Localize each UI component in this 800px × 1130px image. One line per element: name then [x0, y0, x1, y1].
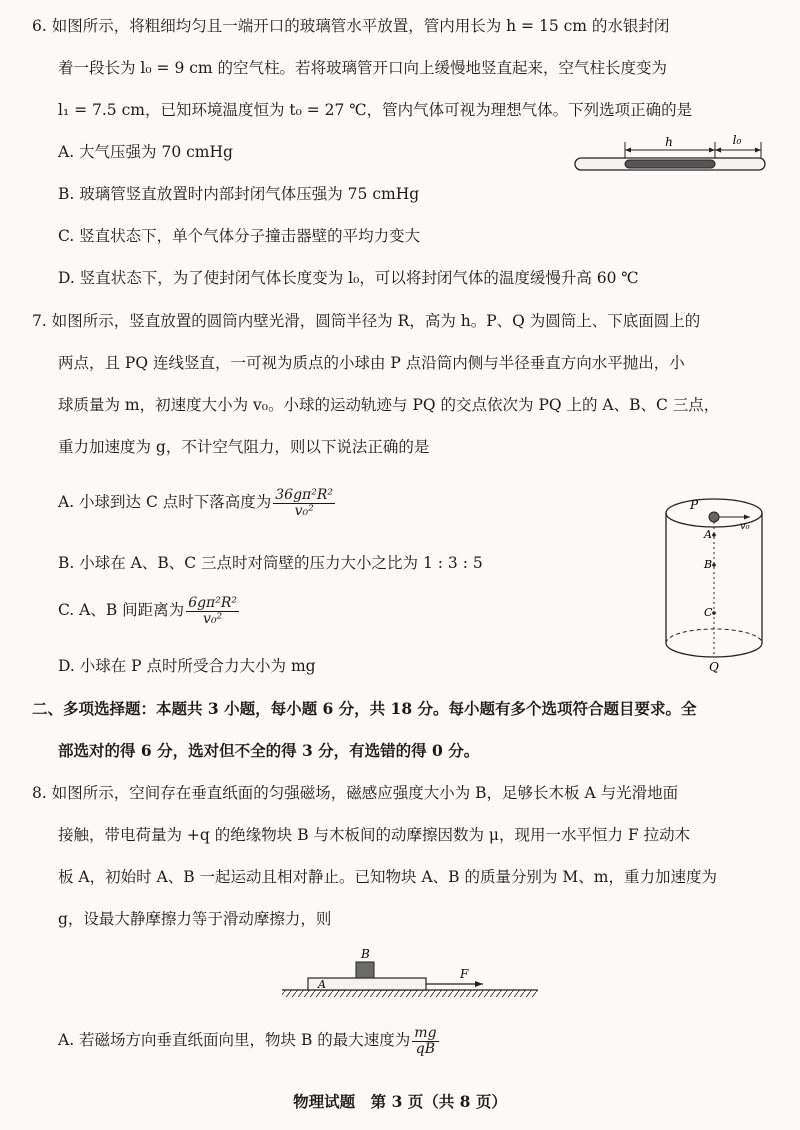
q6-stem-line2: 着一段长为 l₀ = 9 cm 的空气柱。若将玻璃管开口向上缓慢地竖直起来，空气柱长度变为 [58, 59, 668, 77]
q7-option-a-numerator: 36gπ²R² [275, 487, 334, 503]
q7-option-a-text: A. 小球到达 C 点时下落高度为 [58, 493, 272, 512]
q7-cylinder-figure [652, 483, 782, 673]
q7-option-a-fraction [273, 488, 335, 518]
q6-option-a: A. 大气压强为 70 cmHg [58, 143, 233, 161]
q8-board-figure [278, 944, 543, 1000]
q6-tube-figure [565, 132, 775, 180]
q7-option-c-fraction [186, 596, 239, 626]
q8-fig-f-label: F [460, 967, 469, 981]
q7-option-c [58, 596, 239, 626]
q7-fig-q-label: Q [709, 660, 719, 673]
q6-stem-line1: 6. 如图所示，将粗细均匀且一端开口的玻璃管水平放置，管内用长为 h = 15 cm 的水银封闭 [32, 17, 670, 35]
q8-fig-b-label: B [361, 947, 370, 961]
q6-fig-h-label: h [665, 135, 673, 149]
q7-option-c-text: C. A、B 间距离为 [58, 601, 185, 620]
q6-option-c: C. 竖直状态下，单个气体分子撞击器壁的平均力变大 [58, 227, 421, 245]
q8-stem-line2: 接触，带电荷量为 +q 的绝缘物块 B 与木板间的动摩擦因数为 μ，现用一水平恒力 F 拉动木 [58, 826, 691, 844]
section2-heading-line1: 二、多项选择题：本题共 3 小题，每小题 6 分，共 18 分。每小题有多个选项符合题目要求。全 [32, 699, 697, 718]
q8-stem-line4: g，设最大静摩擦力等于滑动摩擦力，则 [58, 910, 332, 928]
page-footer: 物理试题 第 3 页（共 8 页） [293, 1092, 507, 1111]
q7-fig-b-label: B [704, 558, 713, 571]
q8-fig-a-label: A [318, 978, 326, 991]
q8-option-a [58, 1026, 439, 1056]
q8-option-a-denominator: qB [415, 1040, 436, 1057]
q6-stem-line3: l₁ = 7.5 cm，已知环境温度恒为 t₀ = 27 ℃，管内气体可视为理想气体。下列选项正确的是 [58, 101, 693, 119]
q7-option-d: D. 小球在 P 点时所受合力大小为 mg [58, 657, 316, 675]
q8-option-a-numerator: mg [414, 1025, 437, 1041]
q8-option-a-fraction [412, 1026, 438, 1056]
q7-fig-v0-label: v₀ [740, 521, 750, 532]
q8-option-a-text: A. 若磁场方向垂直纸面向里，物块 B 的最大速度为 [58, 1031, 411, 1050]
q7-fig-p-label: P [690, 498, 699, 512]
q7-stem-line3: 球质量为 m，初速度大小为 v₀。小球的运动轨迹与 PQ 的交点依次为 PQ 上的 A、B、C 三点， [58, 396, 720, 414]
section2-heading-line2: 部选对的得 6 分，选对但不全的得 3 分，有选错的得 0 分。 [58, 741, 480, 760]
q7-option-a-denominator: v₀² [294, 502, 314, 519]
q8-stem-line1: 8. 如图所示，空间存在垂直纸面的匀强磁场，磁感应强度大小为 B，足够长木板 A 与光滑地面 [32, 784, 679, 802]
q6-fig-l0-label: l₀ [732, 133, 742, 147]
q8-stem-line3: 板 A，初始时 A、B 一起运动且相对静止。已知物块 A、B 的质量分别为 M、m，重力加速度为 [58, 868, 717, 886]
q7-option-b: B. 小球在 A、B、C 三点时对筒壁的压力大小之比为 1 : 3 : 5 [58, 554, 483, 572]
q7-option-c-numerator: 6gπ²R² [188, 595, 238, 611]
q7-fig-a-label: A [704, 528, 712, 541]
q7-stem-line2: 两点，且 PQ 连线竖直，一可视为质点的小球由 P 点沿筒内侧与半径垂直方向水平抛出，小 [58, 354, 685, 372]
q7-option-c-denominator: v₀² [203, 610, 223, 627]
q7-stem-line4: 重力加速度为 g，不计空气阻力，则以下说法正确的是 [58, 438, 430, 456]
q6-option-d: D. 竖直状态下，为了使封闭气体长度变为 l₀，可以将封闭气体的温度缓慢升高 60 ℃ [58, 269, 639, 287]
q7-option-a [58, 488, 335, 518]
q7-stem-line1: 7. 如图所示，竖直放置的圆筒内壁光滑，圆筒半径为 R，高为 h。P、Q 为圆筒上、下底面圆上的 [32, 312, 701, 330]
q7-fig-c-label: C [704, 606, 713, 619]
q6-option-b: B. 玻璃管竖直放置时内部封闭气体压强为 75 cmHg [58, 185, 420, 203]
